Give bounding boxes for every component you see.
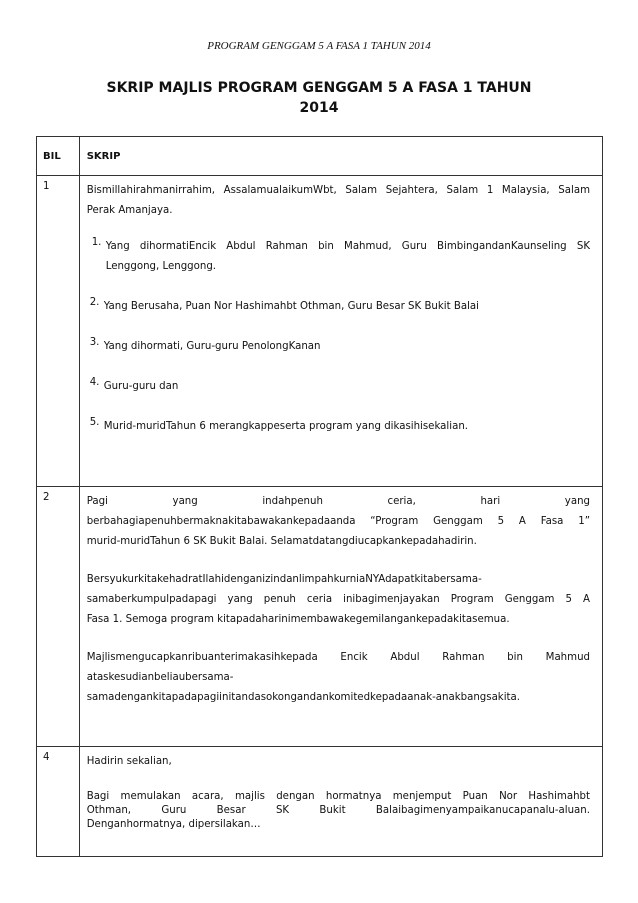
script-line: ataskesudianbeliaubersama- bbox=[86, 672, 234, 683]
list-item-text: Guru-guru dan bbox=[103, 381, 179, 392]
list-item bbox=[87, 417, 590, 437]
script-line: Hadirin sekalian, bbox=[86, 756, 172, 767]
list-item-text: Murid-muridTahun 6 merangkappeserta program yang dikasihisekalian. bbox=[103, 421, 469, 432]
script-line: Pagi yang indahpenuh ceria, hari yang bbox=[86, 496, 590, 507]
list-item bbox=[87, 237, 590, 277]
list-item bbox=[87, 297, 590, 317]
list-item-number: 5. bbox=[89, 417, 100, 428]
script-table bbox=[36, 136, 603, 857]
script-line: BersyukurkitakehadratIlahidenganizindanlimpahkurniaNYAdapatkitabersama- bbox=[86, 574, 482, 585]
list-item bbox=[87, 377, 590, 397]
script-line: Bagi memulakan acara, majlis dengan hormatnya menjemput Puan Nor Hashimahbt bbox=[86, 791, 590, 802]
list-item-number: 4. bbox=[89, 377, 100, 388]
list-item-text: Lenggong, Lenggong. bbox=[105, 261, 217, 272]
list-item-number: 2. bbox=[89, 297, 100, 308]
list-item-text: Yang dihormatiEncik Abdul Rahman bin Mahmud, Guru BimbingandanKaunseling SK bbox=[105, 241, 590, 252]
script-line: samadengankitapadapagiinitandasokongandankomitedkepadaanak-anakbangsakita. bbox=[86, 692, 521, 703]
list-item-number: 1. bbox=[91, 237, 102, 248]
document-title bbox=[60, 78, 578, 118]
row-script-cell bbox=[79, 747, 602, 857]
script-line: Perak Amanjaya. bbox=[86, 205, 173, 216]
table-row bbox=[37, 176, 603, 487]
row-number: 4 bbox=[37, 747, 80, 857]
script-line: samaberkumpulpadapagi yang penuh ceria inibagimenjayakan Program Genggam 5 A bbox=[86, 594, 590, 605]
list-item-number: 3. bbox=[89, 337, 100, 348]
table-row bbox=[37, 747, 603, 857]
table-header-row bbox=[37, 137, 603, 176]
column-header-skrip: SKRIP bbox=[79, 137, 602, 176]
script-line: Majlismengucapkanribuanterimakasihkepada Encik Abdul Rahman bin Mahmud bbox=[86, 652, 590, 663]
list-item-text: Yang dihormati, Guru-guru PenolongKanan bbox=[103, 341, 321, 352]
list-item-text: Yang Berusaha, Puan Nor Hashimahbt Othman, Guru Besar SK Bukit Balai bbox=[103, 301, 479, 312]
list-item bbox=[87, 337, 590, 357]
row-script-cell bbox=[79, 487, 602, 747]
document-title-line-1: SKRIP MAJLIS PROGRAM GENGGAM 5 A FASA 1 TAHUN bbox=[106, 80, 532, 96]
running-header: PROGRAM GENGGAM 5 A FASA 1 TAHUN 2014 bbox=[207, 40, 431, 52]
row-number: 2 bbox=[37, 487, 80, 747]
script-line: Fasa 1. Semoga program kitapadaharinimembawakegemilangankepadakitasemua. bbox=[86, 614, 510, 625]
script-line: Bismillahirahmanirrahim, AssalamualaikumWbt, Salam Sejahtera, Salam 1 Malaysia, Salam bbox=[86, 185, 590, 196]
document-title-line-2: 2014 bbox=[299, 100, 339, 116]
row-script-cell bbox=[79, 176, 602, 487]
script-line: Denganhormatnya, dipersilakan… bbox=[86, 819, 261, 830]
row-number: 1 bbox=[37, 176, 80, 487]
script-line: Othman, Guru Besar SK Bukit Balaibagimenyampaikanucapanalu-aluan. bbox=[86, 805, 590, 816]
table-row bbox=[37, 487, 603, 747]
script-line: berbahagiapenuhbermaknakitabawakankepadaanda “Program Genggam 5 A Fasa 1” bbox=[86, 516, 590, 527]
column-header-bil: BIL bbox=[37, 137, 80, 176]
script-line: murid-muridTahun 6 SK Bukit Balai. Selamatdatangdiucapkankepadahadirin. bbox=[86, 536, 477, 547]
